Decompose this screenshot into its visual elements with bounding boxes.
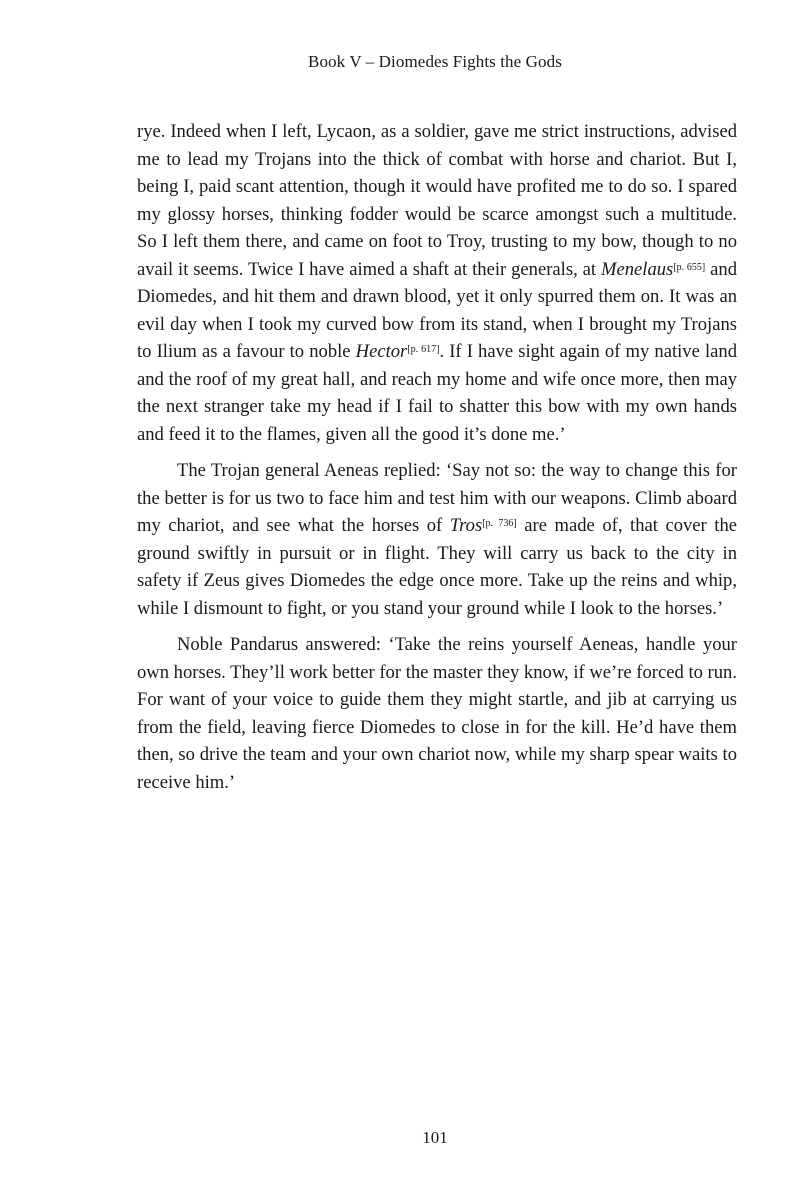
text-run: rye. Indeed when I left, Lycaon, as a soldier, gave me strict instructions, advised me to lead my Trojans into the thick of combat with horse and chariot. But I, being I, paid scant attention, though it would have profited me to do so. I spared my glossy horses, thinking fodder would be scarce amongst such a multitude. So I left them there, and came on foot to Troy, trusting to my bow, though to no avail it seems. Twice I have aimed a shaft at their generals, at [137,121,737,280]
body-text [137,118,737,805]
paragraph-3 [137,631,737,796]
page-reference: [p. 655] [673,261,706,273]
person-name: Hector [355,341,408,362]
paragraph-2 [137,457,737,622]
text-run: Noble Pandarus answered: ‘Take the reins yourself Aeneas, handle your own horses. They’ll work better for the master they know, if we’re forced to run. For want of your voice to guide them they might startle, and jib at carrying us from the field, leaving fierce Diomedes to close in for the kill. He’d have them then, so drive the team and your own chariot now, while my sharp spear waits to receive him.’ [137,634,737,793]
paragraph-1 [137,118,737,448]
text-run: are made of, that cover the ground swiftly in pursuit or in flight. They will carry us back to the city in safety if Zeus gives Diomedes the edge once more. Take up the reins and whip, while I dismount to fight, or you stand your ground while I look to the horses.’ [137,515,737,619]
text-run: . If I have sight again of my native land and the roof of my great hall, and reach my home and wife once more, then may the next stranger take my head if I fail to shatter this bow with my own hands and feed it to the flames, given all the good it’s done me.’ [137,341,737,445]
person-name: Menelaus [600,258,674,280]
text-run: The Trojan general Aeneas replied: ‘Say not so: the way to change this for the better is for us two to face him and test him with our weapons. Climb aboard my chariot, and see what the horses of [137,460,737,536]
person-name: Tros [449,515,483,536]
page-reference: [p. 617] [407,344,440,355]
text-run: and Diomedes, and hit them and drawn blood, yet it only spurred them on. It was an evil day when I took my curved bow from its stand, when I brought my Trojans to Ilium as a favour to noble [137,258,737,362]
running-head: Book V – Diomedes Fights the Gods [308,52,562,71]
page-reference: [p. 736] [482,518,517,529]
page-number: 101 [422,1128,448,1147]
